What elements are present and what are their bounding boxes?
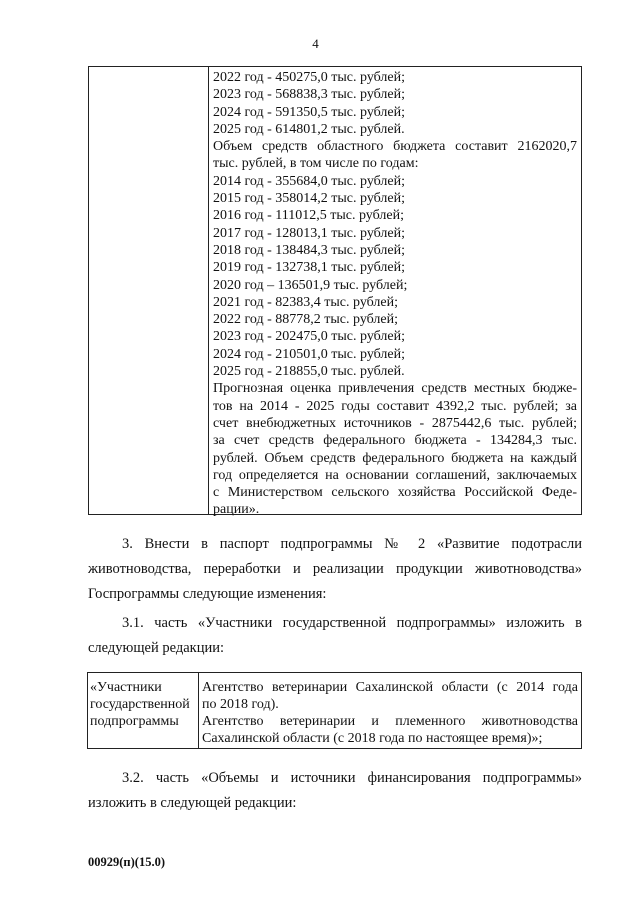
paragraph-line: животноводства, переработки и реализации продукции животноводства» [88,561,582,577]
regional-year-line: 2021 год - 82383,4 тыс. рублей; [213,294,399,310]
regional-intro-line: тыс. рублей, в том числе по годам: [213,156,419,172]
regional-year-line: 2025 год - 218855,0 тыс. рублей. [213,364,405,380]
forecast-line: Прогнозная оценка привлечения средств местных бюдже- [213,381,577,397]
participants-label-cell [90,679,196,730]
forecast-line: год определяется на основании соглашений, заключаемых [213,467,577,483]
participants-label-line: подпрограммы [90,714,179,729]
funding-line: 2023 год - 568838,3 тыс. рублей; [213,87,406,103]
paragraph-line: Госпрограммы следующие изменения: [88,586,327,602]
participants-label-line: «Участники [90,680,162,695]
funding-line: 2025 год - 614801,2 тыс. рублей. [213,121,405,137]
paragraph-line: 3.2. часть «Объемы и источники финансирования подпрограммы» [122,770,582,786]
regional-year-line: 2019 год - 132738,1 тыс. рублей; [213,260,406,276]
paragraph-line: 3. Внести в паспорт подпрограммы № 2 «Развитие подотрасли [122,536,582,552]
paragraph-3 [88,532,582,607]
paragraph-3-2 [88,766,582,816]
forecast-line: рации». [213,502,260,518]
regional-year-line: 2024 год - 210501,0 тыс. рублей; [213,346,406,362]
participants-value-cell [202,679,578,747]
regional-intro-line: Объем средств областного бюджета составит 2162020,7 [213,139,577,155]
regional-budget-intro [213,138,577,173]
regional-year-line: 2015 год - 358014,2 тыс. рублей; [213,191,406,207]
regional-year-line: 2017 год - 128013,1 тыс. рублей; [213,225,406,241]
page-number: 4 [312,36,319,51]
funding-line: 2024 год - 591350,5 тыс. рублей; [213,104,406,120]
regional-year-line: 2020 год – 136501,9 тыс. рублей; [213,277,408,293]
participants-table [87,672,582,749]
regional-year-line: 2016 год - 111012,5 тыс. рублей; [213,208,404,224]
funding-table [88,66,582,518]
document-code: 00929(п)(15.0) [88,855,165,869]
funding-cell [213,69,577,519]
forecast-paragraph [213,380,577,518]
regional-year-line: 2022 год - 88778,2 тыс. рублей; [213,312,399,328]
forecast-line: счет внебюджетных источников - 2875442,6 тыс. рублей; [213,415,577,431]
table-divider [208,67,209,514]
participants-label-line: государственной [90,697,190,712]
participants-value-line: Агентство ветеринарии Сахалинской области (с 2014 года [202,680,578,695]
forecast-line: с Министерством сельского хозяйства Российской Феде- [213,485,577,501]
forecast-line: тов на 2014 - 2025 годы составит 4392,2 тыс. рублей; за [213,398,577,414]
funding-line: 2022 год - 450275,0 тыс. рублей; [213,70,406,85]
participants-value-line: Агентство ветеринарии и племенного животноводства [202,714,578,729]
participants-value-line: по 2018 год). [202,697,279,712]
paragraph-line: следующей редакции: [88,640,225,656]
regional-year-line: 2014 год - 355684,0 тыс. рублей; [213,173,406,189]
paragraph-line: 3.1. часть «Участники государственной подпрограммы» изложить в [122,615,582,631]
paragraph-3-1 [88,611,582,661]
forecast-line: за счет средств федерального бюджета - 134284,3 тыс. [213,433,577,449]
table-divider [198,673,199,748]
regional-year-line: 2023 год - 202475,0 тыс. рублей; [213,329,406,345]
regional-year-line: 2018 год - 138484,3 тыс. рублей; [213,242,406,258]
paragraph-line: изложить в следующей редакции: [88,795,297,811]
participants-value-line: Сахалинской области (с 2018 года по настоящее время)»; [202,731,543,746]
forecast-line: рублей. Объем средств федерального бюджета на каждый [213,450,577,466]
